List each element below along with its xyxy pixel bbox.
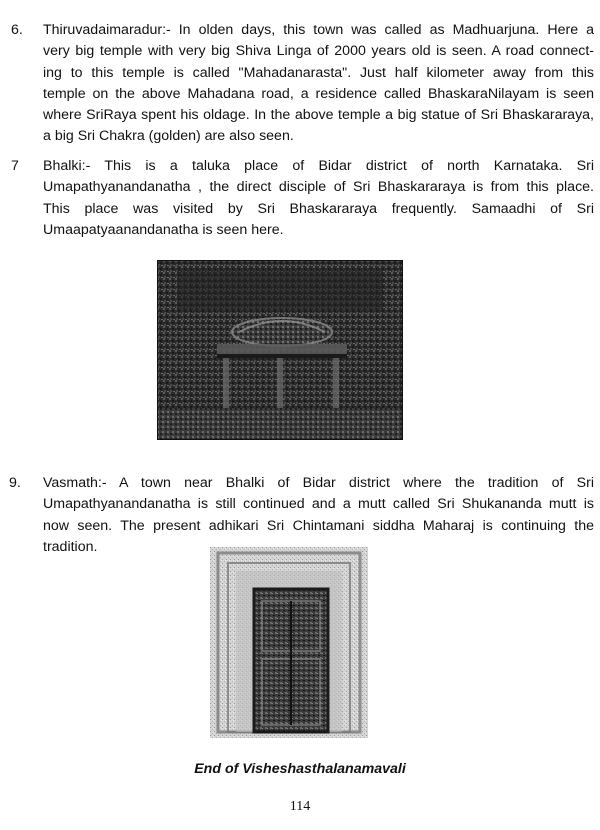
entry-line: Umapathyanandanatha , the direct disciple of Sri Bhaskararaya is from this place. <box>43 179 594 196</box>
page-number: 114 <box>289 799 311 814</box>
entry-number: 6. <box>11 22 23 38</box>
entry-line: temple on the above Mahadana road, a residence called BhaskaraNilayam is seen <box>43 85 594 102</box>
entry-paragraph <box>43 20 594 148</box>
entry-line: This place was visited by Sri Bhaskararaya frequently. Samaadhi of Sri <box>43 200 594 217</box>
bhalki-samaadhi-photo <box>157 260 403 440</box>
closing-heading: End of Visheshasthalanamavali <box>194 761 406 777</box>
entry-line: Umaapatyaanandanatha is seen here. <box>43 221 284 238</box>
entry-line: tradition. <box>43 538 98 555</box>
entry-number: 7 <box>11 158 19 174</box>
entry-line: Umapathyanandanatha is still continued and a mutt called Sri Shukananda mutt is <box>43 496 594 513</box>
entry-line: Thiruvadaimaradur:- In olden days, this town was called as Madhuarjuna. Here a <box>43 22 594 38</box>
entry-paragraph <box>43 156 594 241</box>
entry-line: very big temple with very big Shiva Linga of 2000 years old is seen. A road connect- <box>43 43 594 60</box>
entry-number: 9. <box>9 475 21 491</box>
entry-line: Vasmath:- A town near Bhalki of Bidar district where the tradition of Sri <box>43 475 594 491</box>
entry-line: now seen. The present adhikari Sri Chintamani siddha Maharaj is continuing the <box>43 517 594 534</box>
entry-line: a big Sri Chakra (golden) are also seen. <box>43 128 294 145</box>
vasmath-mutt-doorway-photo <box>210 547 368 738</box>
entry-line: ing to this temple is called "Mahadanarasta". Just half kilometer away from this <box>43 64 594 81</box>
entry-line: Bhalki:- This is a taluka place of Bidar district of north Karnataka. Sri <box>43 158 594 174</box>
entry-paragraph <box>43 473 594 558</box>
entry-line: where SriRaya spent his oldage. In the above temple a big statue of Sri Bhaskararaya, <box>43 107 594 124</box>
